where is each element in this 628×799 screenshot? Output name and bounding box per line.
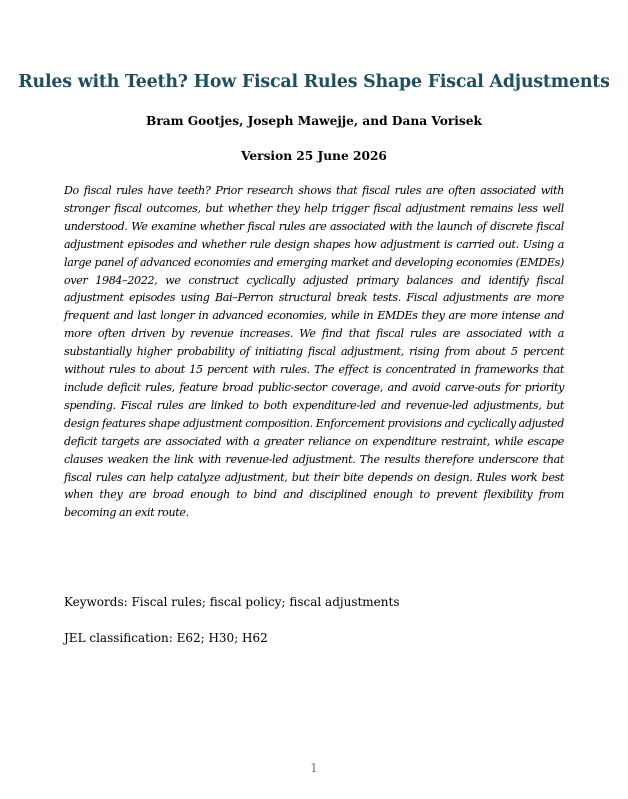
version-date: Version 25 June 2026 <box>241 149 387 163</box>
jel-classification: JEL classification: E62; H30; H62 <box>64 631 268 645</box>
abstract: Do fiscal rules have teeth? Prior research shows that fiscal rules are often associated with stronger fiscal outcomes, but whether they help trigger fiscal adjustment remains less well understood. We examine whether fiscal rules are associated with the launch of discrete fiscal adjustment episodes and whether rule design shapes how adjustment is carried out. Using a large panel of advanced economies and emerging market and developing economies (EMDEs) over 1984–2022, we construct cyclically adjusted primary balances and identify fiscal adjustment episodes using Bai–Perron structural break tests. Fiscal adjustments are more frequent and last longer in advanced economies, while in EMDEs they are more intense and more often driven by revenue increases. We find that fiscal rules are associated with a substantially higher probability of initiating fiscal adjustment, rising from about 5 percent without rules to about 15 percent with rules. The effect is concentrated in frameworks that include deficit rules, feature broad public-sector coverage, and avoid carve-outs for priority spending. Fiscal rules are linked to both expenditure-led and revenue-led adjustments, but design features shape adjustment composition. Enforcement provisions and cyclically adjusted deficit targets are associated with a greater reliance on expenditure restraint, while escape clauses weaken the link with revenue-led adjustment. The results therefore underscore that fiscal rules can help catalyze adjustment, but their bite depends on design. Rules work best when they are broad enough to bind and disciplined enough to prevent flexibility from becoming an exit route. <box>64 184 564 520</box>
author-list: Bram Gootjes, Joseph Mawejje, and Dana Vorisek <box>146 114 482 128</box>
page-number: 1 <box>310 761 318 775</box>
keywords: Keywords: Fiscal rules; fiscal policy; fiscal adjustments <box>64 595 400 609</box>
paper-title: Rules with Teeth? How Fiscal Rules Shape Fiscal Adjustments <box>18 72 610 92</box>
